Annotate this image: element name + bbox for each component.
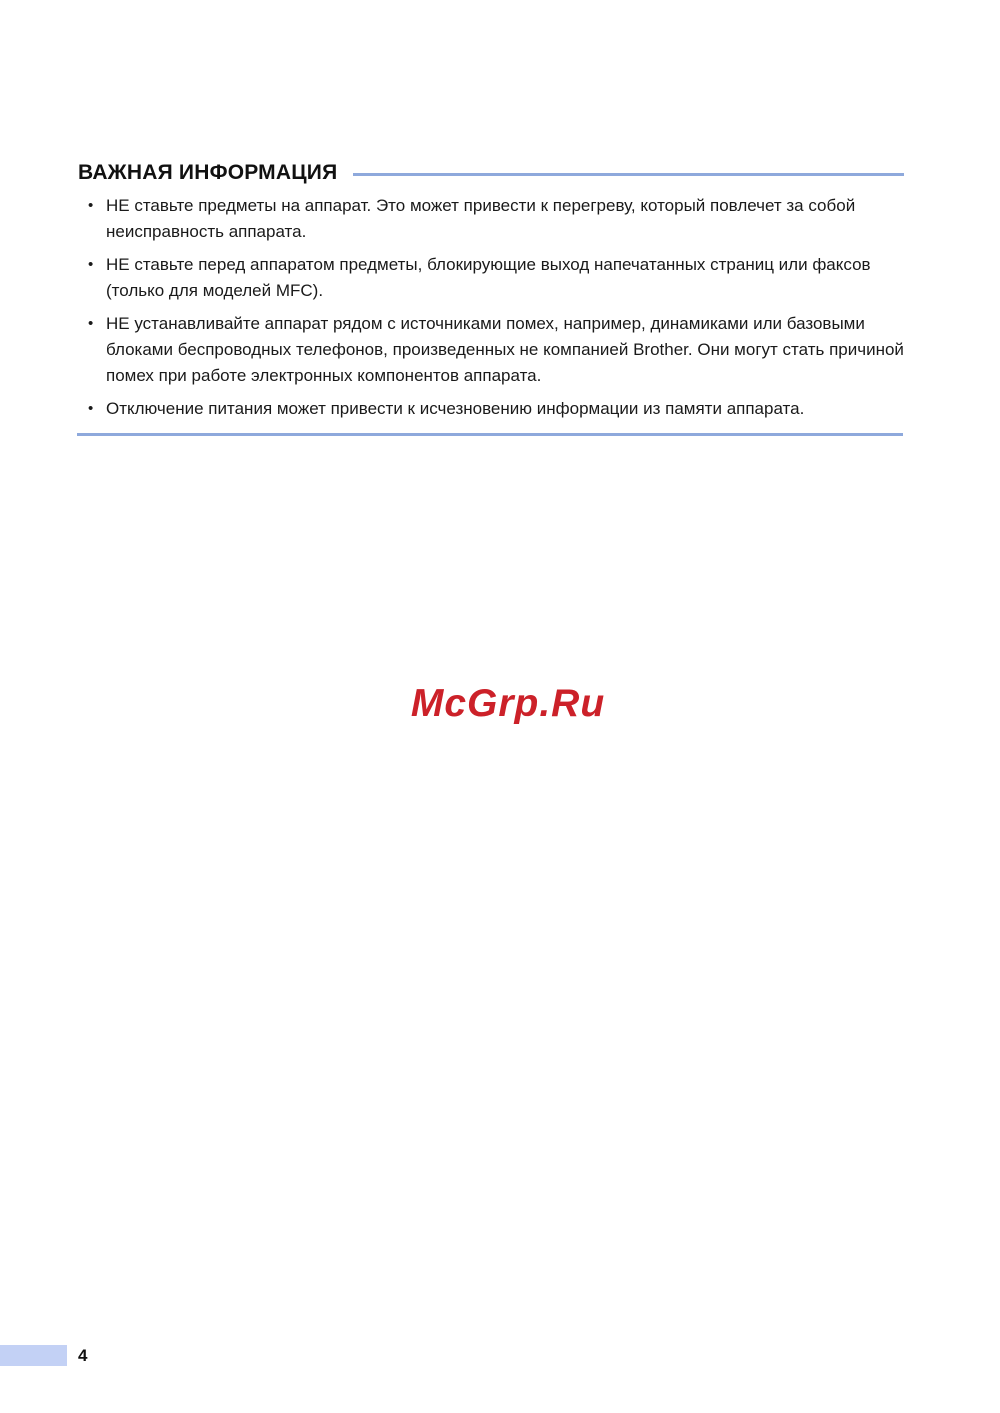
bullet-marker: • — [88, 315, 94, 332]
bullet-marker: • — [88, 197, 94, 214]
bullet-marker: • — [88, 256, 94, 273]
heading-rule — [353, 173, 904, 176]
bullet-list — [78, 193, 904, 422]
list-item — [78, 193, 904, 245]
list-item — [78, 252, 904, 304]
section-heading-row — [78, 160, 904, 186]
important-information-section — [78, 160, 904, 436]
list-item — [78, 396, 904, 422]
section-bottom-rule — [77, 433, 903, 436]
list-item — [78, 311, 904, 389]
bullet-text: НЕ устанавливайте аппарат рядом с источниками помех, например, динамиками или базовыми блоками беспроводных телефонов, произведенных не компанией Brother. Они могут стать причиной помех при работе электронных компонентов аппарата. — [106, 314, 904, 385]
section-title: ВАЖНАЯ ИНФОРМАЦИЯ — [78, 161, 338, 184]
bullet-marker: • — [88, 400, 94, 417]
watermark-text: McGrp.Ru — [410, 682, 606, 725]
page-number: 4 — [78, 1346, 88, 1365]
footer-accent-bar — [0, 1345, 67, 1366]
bullet-text: НЕ ставьте предметы на аппарат. Это может привести к перегреву, который повлечет за собой неисправность аппарата. — [106, 196, 856, 241]
bullet-text: НЕ ставьте перед аппаратом предметы, блокирующие выход напечатанных страниц или факсов (только для моделей MFC). — [106, 255, 871, 300]
bullet-text: Отключение питания может привести к исчезновению информации из памяти аппарата. — [106, 399, 805, 418]
